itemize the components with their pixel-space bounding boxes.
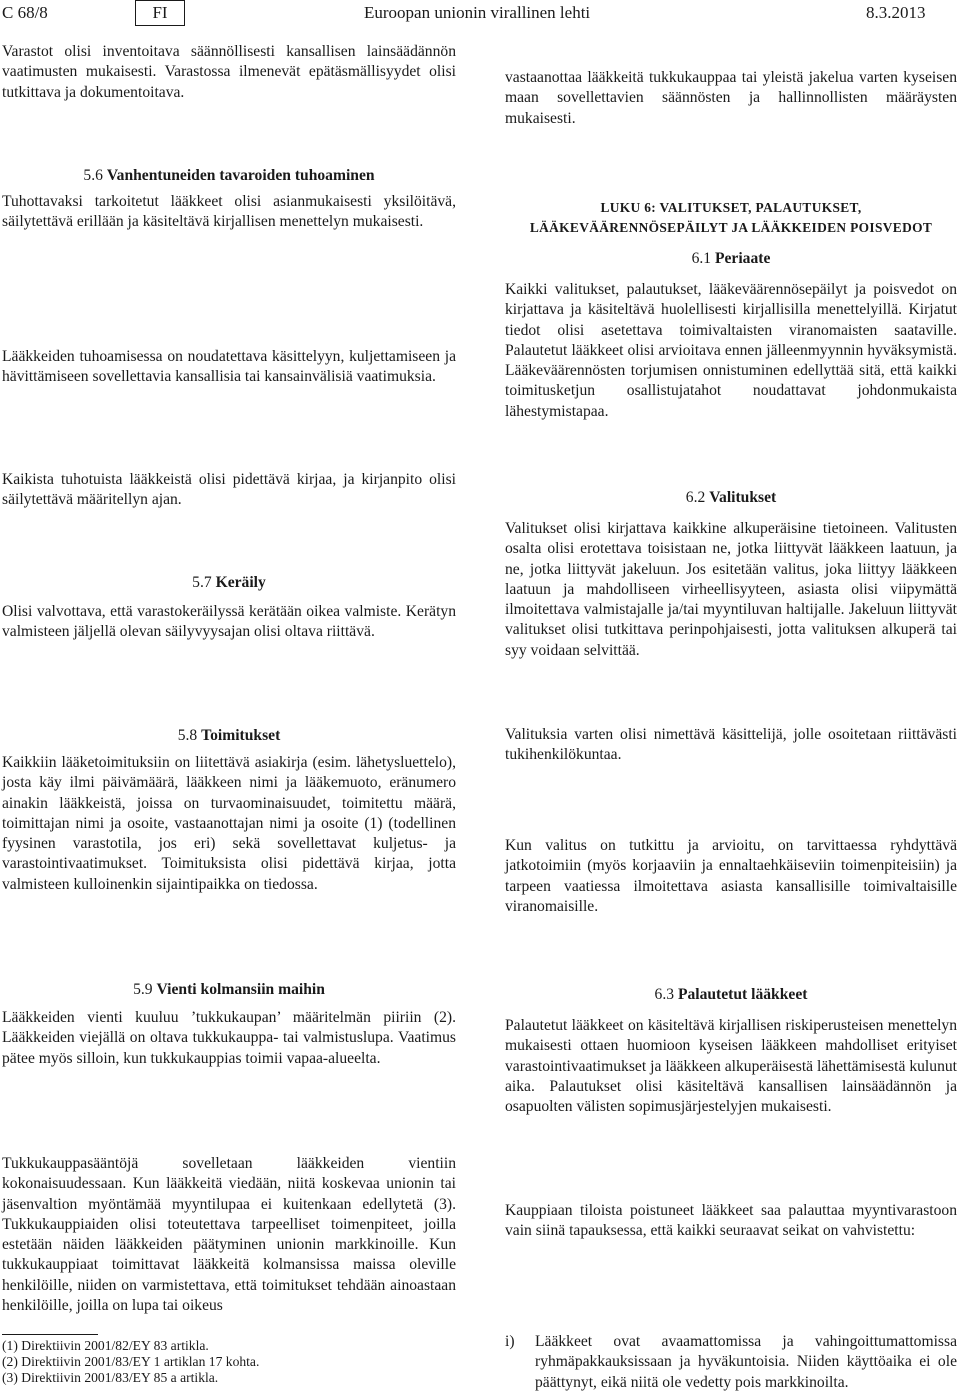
section-title: Vanhentuneiden tavaroiden tuhoaminen <box>106 167 375 184</box>
section-number: 6.2 <box>685 489 706 506</box>
storage-inventory-paragraph: Varastot olisi inventoitava säännöllisesti kansallisen lainsäädännön vaatimusten mukaisesti. Varastossa ilmenevät epätäsmällisyydet olisi tutkittava ja dokumentoitava. <box>2 43 456 101</box>
paragraph: Lääkkeiden vienti kuuluu ’tukkukaupan’ määritelmän piiriin (2). Lääkkeiden viejällä on oltava tukkukauppa- tai valmistuslupa. Vaatimus pätee myös silloin, kun tukkukauppias toimii vapaa-alueelta. <box>2 1009 456 1067</box>
paragraph: Kauppiaan tiloista poistuneet lääkkeet saa palauttaa myyntivarastoon vain siinä tapauksessa, että kaikki seuraavat seikat on vahvistettu: <box>505 1202 957 1240</box>
paragraph: Olisi valvottava, että varastokeräilyssä kerätään oikea valmiste. Kerätyn valmisteen jäljellä olevan säilyvyysajan olisi oltava riittävä. <box>2 603 456 641</box>
page-header <box>0 0 960 28</box>
section-title: Valitukset <box>709 489 777 506</box>
paragraph: Valituksia varten olisi nimettävä käsittelijä, jolle osoitetaan riittävästi tukihenkilökuntaa. <box>505 726 957 764</box>
condition-list <box>505 1332 957 1393</box>
journal-reference: C 68/8 <box>2 3 48 22</box>
section-heading-6-3 <box>505 985 957 1005</box>
paragraph: Kaikista tuhotuista lääkkeistä olisi pidettävä kirjaa, ja kirjanpito olisi säilytettävä määritellyn ajan. <box>2 471 456 509</box>
paragraph: Kaikki valitukset, palautukset, lääkeväärennösepäilyt ja poisvedot on kirjattava ja käsiteltävä huolellisesti kirjallisilla menettelyillä. Kirjatut tiedot olisi asetettava toimivaltaisten viranomaisten saataville. Palautetut lääkkeet olisi arvioitava ennen jälleenmyynnin hyväksymistä. Lääkeväärennösten torjumisen onnistuminen edellyttää sitä, että kaikki toimitusketjun osallistujatahot noudattavat johdonmukaista lähestymistapaa. <box>505 281 957 420</box>
section-number: 6.3 <box>654 986 675 1003</box>
section-number: 6.1 <box>691 250 712 267</box>
section-heading-5-9 <box>2 980 456 1000</box>
paragraph: Kun valitus on tutkittu ja arvioitu, on tarvittaessa ryhdyttävä jatkotoimiin (myös korjaaviin ja ennaltaehkäiseviin toimenpiteisiin) ja tarpeen vaatiessa ilmoitettava asiasta kansallisille toimivaltaisille viranomaisille. <box>505 837 957 915</box>
section-heading-5-7 <box>2 573 456 593</box>
section-heading-6-1 <box>505 249 957 269</box>
section-title: Keräily <box>215 574 266 591</box>
section-title: Palautetut lääkkeet <box>677 986 808 1003</box>
section-number: 5.8 <box>177 727 198 744</box>
chapter-heading-line: LÄÄKEVÄÄRENNÖSEPÄILYT JA LÄÄKKEIDEN POISVEDOT <box>529 220 933 235</box>
paragraph: Kaikkiin lääketoimituksiin on liitettävä asiakirja (esim. lähetysluettelo), josta käy ilmi päivämäärä, lääkkeen nimi ja lääkemuoto, eränumero ainakin lääkkeistä, joissa on turvaominaisuudet, toimitettu määrä, toimittajan nimi ja osoite, vastaanottajan nimi ja osoite (1) (todellinen fyysinen varastotila, jos eri) sekä sovellettavat kuljetus- ja varastointivaatimukset. Toimituksista olisi pidettävä kirjaa, jotta valmisteen kulloinenkin sijaintipaikka on tiedossa. <box>2 754 456 893</box>
list-item-label: i) <box>505 1333 515 1350</box>
paragraph: vastaanottaa lääkkeitä tukkukauppaa tai yleistä jakelua varten kyseisen maan sovellettavien säännösten ja hallinnollisten määräysten mukaisesti. <box>505 69 957 127</box>
section-heading-5-6 <box>2 166 456 186</box>
publication-date: 8.3.2013 <box>866 3 926 22</box>
list-item-text: Lääkkeet ovat avaamattomissa ja vahingoittumattomissa ryhmäpakkauksissaan ja hyväkuntoisia. Niiden käyttöaika ei ole päättynyt, eikä niitä ole vedetty pois markkinoilta. <box>535 1333 957 1391</box>
paragraph: Tuhottavaksi tarkoitetut lääkkeet olisi asianmukaisesti yksilöitävä, säilytettävä erillään ja käsiteltävä kirjallisen menettelyn mukaisesti. <box>2 193 456 231</box>
paragraph: Palautetut lääkkeet on käsiteltävä kirjallisen riskiperusteisen menettelyn mukaisesti ottaen huomioon kyseisen lääkkeen mahdolliset erityiset varastointivaatimukset ja lääkkeen alkuperäisestä lähettämisestä kulunut aika. Palautukset olisi käsiteltävä kansallisen lainsäädännön ja osapuolten välisten sopimusjärjestelyjen mukaisesti. <box>505 1017 957 1116</box>
footnote: (1) Direktiivin 2001/82/EY 83 artikla. <box>2 1338 209 1353</box>
footnote: (3) Direktiivin 2001/83/EY 85 a artikla. <box>2 1370 219 1385</box>
list-item <box>505 1332 957 1393</box>
section-number: 5.9 <box>133 981 153 998</box>
section-heading-6-2 <box>505 488 957 508</box>
journal-title: Euroopan unionin virallinen lehti <box>364 3 591 22</box>
section-number: 5.6 <box>83 167 103 184</box>
language-code-box: FI <box>135 0 185 26</box>
section-title: Periaate <box>714 250 771 267</box>
chapter-heading-line: LUKU 6: VALITUKSET, PALAUTUKSET, <box>600 200 862 215</box>
paragraph: Lääkkeiden tuhoamisessa on noudatettava käsittelyyn, kuljettamiseen ja hävittämiseen sovellettavia kansallisia tai kansainvälisiä vaatimuksia. <box>2 348 456 386</box>
section-heading-5-8 <box>2 726 456 746</box>
paragraph: Tukkukauppasääntöjä sovelletaan lääkkeiden vientiin kokonaisuudessaan. Kun lääkkeitä viedään, niitä koskevaa unionin tai jäsenvaltion myöntämää myyntilupaa ei kuitenkaan edellytetä (3). Tukkukauppiaiden olisi toteutettava tarpeelliset toimenpiteet, joilla estetään näiden lääkkeiden päätyminen unionin markkinoille. Kun tukkukauppiaat toimittavat lääkkeitä kolmansissa maissa oleville henkilöille, niiden on varmistettava, että toimitukset tehdään ainoastaan henkilöille, joilla on lupa tai oikeus <box>2 1155 456 1315</box>
chapter-heading <box>505 198 957 238</box>
section-title: Vienti kolmansiin maihin <box>156 981 325 998</box>
section-title: Toimitukset <box>201 727 281 744</box>
footnote-rule <box>2 1334 98 1335</box>
paragraph: Valitukset olisi kirjattava kaikkine alkuperäisine tietoineen. Valitusten osalta olisi erotettava toisistaan ne, jotka liittyvät lääkkeen laatuun, ja ne, jotka liittyvät jakeluun. Jos esitetään valitus, joka liittyy lääkkeen laatuun ja mahdolliseen virheellisyyteen, asiasta olisi viipymättä ilmoitettava valmistajalle ja/tai myyntiluvan haltijalle. Jakeluun liittyvät valitukset olisi tutkittava perinpohjaisesti, jotta valituksen alkuperä tai syy voidaan selvittää. <box>505 520 957 659</box>
footnote: (2) Direktiivin 2001/83/EY 1 artiklan 17 kohta. <box>2 1354 260 1369</box>
section-number: 5.7 <box>192 574 212 591</box>
